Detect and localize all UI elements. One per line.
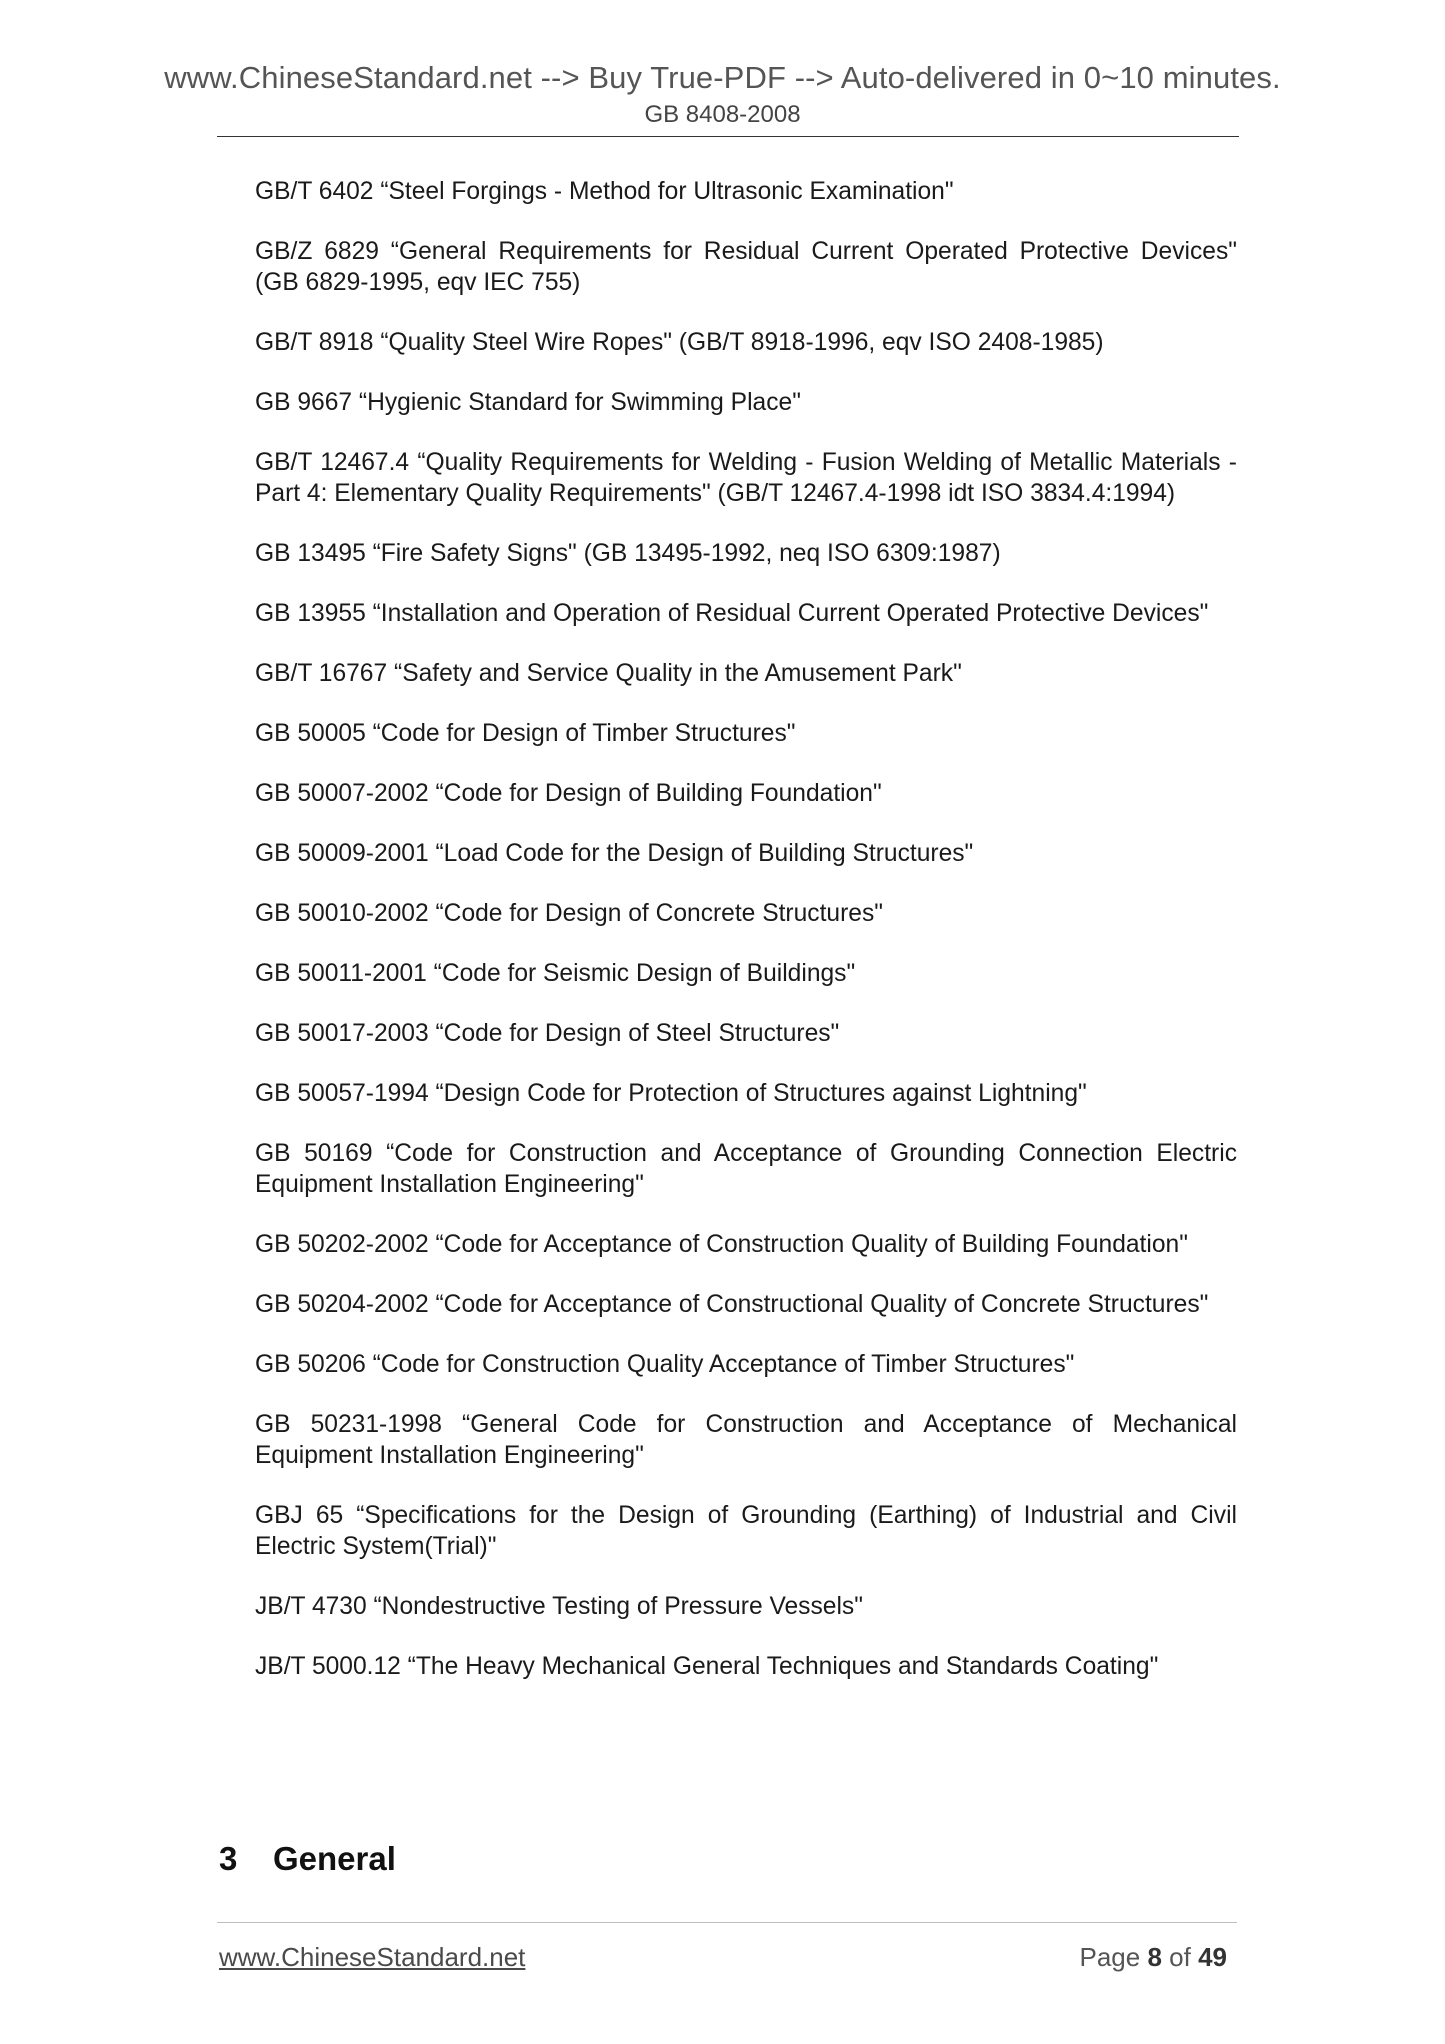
standard-code: GB 8408-2008 — [644, 101, 801, 128]
page-of: of — [1169, 1942, 1191, 1972]
reference-item: GB/T 8918 “Quality Steel Wire Ropes" (GB/T 8918-1996, eqv ISO 2408-1985) — [255, 329, 1104, 356]
reference-item: GB 50169 “Code for Construction and Acceptance of Grounding Connection Electric Equipment Installation Engineering" — [255, 1140, 1237, 1198]
reference-item: JB/T 4730 “Nondestructive Testing of Pressure Vessels" — [255, 1593, 863, 1620]
reference-item: GB 13495 “Fire Safety Signs" (GB 13495-1992, neq ISO 6309:1987) — [255, 540, 1001, 567]
reference-item: GB 50206 “Code for Construction Quality Acceptance of Timber Structures" — [255, 1351, 1075, 1378]
page-indicator — [1079, 1941, 1227, 1973]
reference-item: GB/T 12467.4 “Quality Requirements for Welding - Fusion Welding of Metallic Materials - Part 4: Elementary Quality Requirements" (GB/T 12467.4-1998 idt ISO 3834.4:1994) — [255, 449, 1237, 507]
reference-item: GB 50231-1998 “General Code for Construction and Acceptance of Mechanical Equipment Installation Engineering" — [255, 1411, 1237, 1469]
reference-item: GB/Z 6829 “General Requirements for Residual Current Operated Protective Devices" (GB 6829-1995, eqv IEC 755) — [255, 238, 1237, 296]
reference-item: GBJ 65 “Specifications for the Design of Grounding (Earthing) of Industrial and Civil Electric System(Trial)" — [255, 1502, 1237, 1560]
reference-item: GB 9667 “Hygienic Standard for Swimming Place" — [255, 389, 801, 416]
normative-references-list — [255, 176, 1237, 1711]
header-banner: www.ChineseStandard.net --> Buy True-PDF --> Auto-delivered in 0~10 minutes. — [164, 60, 1281, 95]
header-divider — [217, 136, 1239, 137]
page-total: 49 — [1198, 1942, 1227, 1972]
footer-site-link[interactable]: www.ChineseStandard.net — [219, 1942, 526, 1972]
reference-item: GB 50204-2002 “Code for Acceptance of Constructional Quality of Concrete Structures" — [255, 1291, 1209, 1318]
reference-item: GB 50202-2002 “Code for Acceptance of Construction Quality of Building Foundation" — [255, 1231, 1188, 1258]
section-title: General — [273, 1840, 396, 1877]
section-number: 3 — [219, 1840, 238, 1877]
reference-item: GB 50005 “Code for Design of Timber Structures" — [255, 720, 796, 747]
reference-item: GB 50009-2001 “Load Code for the Design of Building Structures" — [255, 840, 974, 867]
reference-item: GB 50010-2002 “Code for Design of Concrete Structures" — [255, 900, 884, 927]
reference-item: GB/T 16767 “Safety and Service Quality in the Amusement Park" — [255, 660, 962, 687]
page-prefix: Page — [1079, 1942, 1141, 1972]
reference-item: GB 13955 “Installation and Operation of Residual Current Operated Protective Devices" — [255, 600, 1209, 627]
reference-item: GB 50007-2002 “Code for Design of Building Foundation" — [255, 780, 882, 807]
reference-item: GB 50011-2001 “Code for Seismic Design of Buildings" — [255, 960, 856, 987]
reference-item: GB/T 6402 “Steel Forgings - Method for Ultrasonic Examination" — [255, 178, 954, 205]
page-current: 8 — [1147, 1942, 1162, 1972]
reference-item: GB 50057-1994 “Design Code for Protection of Structures against Lightning" — [255, 1080, 1087, 1107]
reference-item: JB/T 5000.12 “The Heavy Mechanical General Techniques and Standards Coating" — [255, 1653, 1159, 1680]
section-heading-general — [219, 1839, 396, 1879]
reference-item: GB 50017-2003 “Code for Design of Steel Structures" — [255, 1020, 840, 1047]
page-header — [0, 58, 1445, 130]
footer-divider — [217, 1922, 1237, 1923]
